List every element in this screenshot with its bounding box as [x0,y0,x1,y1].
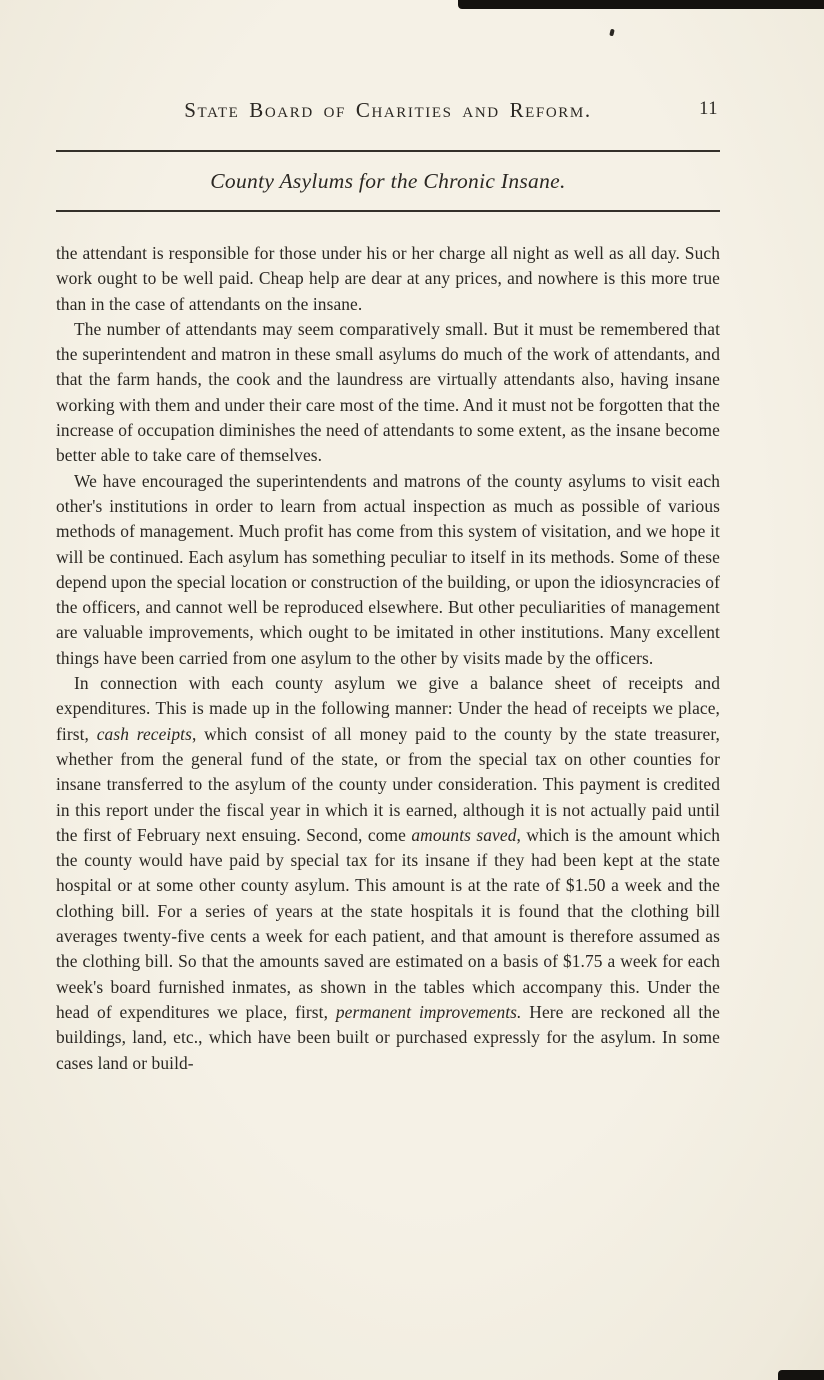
page-number: 11 [699,99,718,119]
divider-below-title [56,210,720,212]
scan-artifact-top-bar [458,0,824,9]
paragraph-segment: In connection with each county asylum we give a balance sheet of receipts and expenditures. This is made up in the following manner: Under the head of receipts we place, first, [56,673,720,744]
paragraph-segment-italic-amounts-saved: amounts saved [411,824,517,845]
paragraph-segment: , which consist of all money paid to the county by the state treasurer, whether from the general fund of the state, or from the special tax on other counties for insane transferred to the asylum of the county under consideration. This payment is credited in this report under the fiscal year in which it is earned, although it is not actually paid until the first of February next ensuing. Second, come [56,723,720,845]
divider-above-title [56,150,720,152]
section-title: County Asylums for the Chronic Insane. [210,169,566,193]
body-text [56,241,720,1076]
running-head [56,98,720,123]
paragraph-segment-italic-permanent-improvements: permanent improvements. [335,1001,522,1022]
running-head-title: State Board of Charities and Reform. [184,98,592,122]
paragraph-segment: Here are reckoned all the buildings, land, etc., which have been built or purchased expressly for the asylum. In some cases land or build- [56,1001,720,1073]
paragraph-segment: , which is the amount which the county would have paid by special tax for its insane if they had been kept at the state hospital or at some other county asylum. This amount is at the rate of $1.50 a week and the clothing bill. For a series of years at the state hospitals it is found that the clothing bill averages twenty-five cents a week for each patient, and that amount is therefore assumed as the clothing bill. So that the amounts saved are estimated on a basis of $1.75 a week for each week's board furnished inmates, as shown in the tables which accompany this. Under the head of expenditures we place, first, [56,824,721,1022]
paragraph-continuation: the attendant is responsible for those under his or her charge all night as well as all day. Such work ought to be well paid. Cheap help are dear at any prices, and nowhere is this more true than in the case of attendants on the insane. [56,243,720,314]
paragraph-attendants: The number of attendants may seem comparatively small. But it must be remembered that the superintendent and matron in these small asylums do much of the work of attendants, and that the farm hands, the cook and the laundress are virtually attendants also, having insane working with them and under their care most of the time. And it must not be forgotten that the increase of occupation diminishes the need of attendants to some extent, as the insane become better able to take care of themselves. [56,318,720,466]
paragraph-balance-sheet [56,671,720,1076]
paragraph-segment-italic-cash-receipts: cash receipts [96,723,192,744]
scan-artifact-bottom-corner [778,1370,824,1380]
paragraph-visitation: We have encouraged the superintendents and matrons of the county asylums to visit each other's institutions in order to learn from actual inspection as much as possible of various methods of management. Much profit has come from this system of visitation, and we hope it will be continued. Each asylum has something peculiar to itself in its methods. Some of these depend upon the special location or construction of the building, or upon the idiosyncracies of the officers, and cannot well be reproduced elsewhere. But other peculiarities of management are valuable improvements, which ought to be imitated in other institutions. Many excellent things have been carried from one asylum to the other by visits made by the officers. [56,470,720,668]
scan-speck [609,29,615,37]
